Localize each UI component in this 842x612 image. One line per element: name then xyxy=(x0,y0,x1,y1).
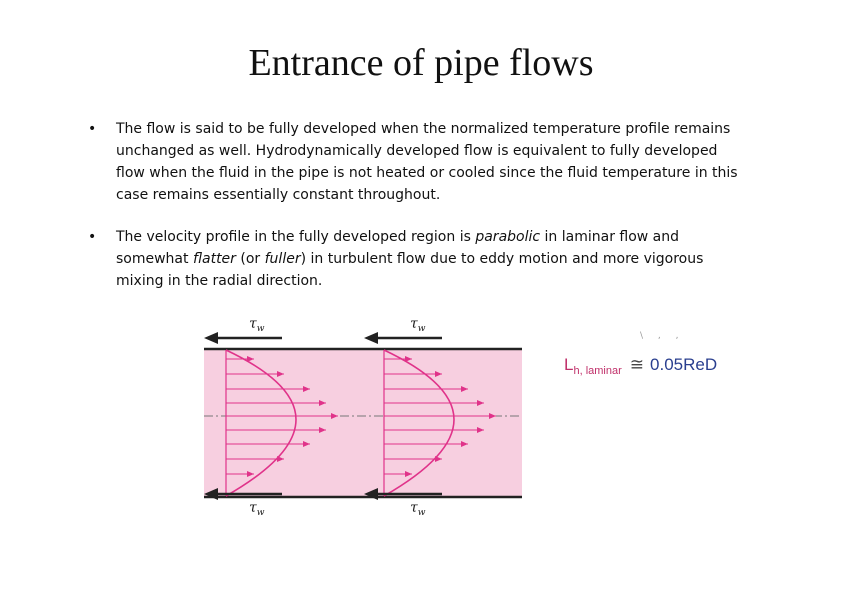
bullet-text-part: ) in turbulent flow due to eddy motion and more vigorous mixing in the radial direction. xyxy=(116,251,704,289)
formula-value: 0.05ReD xyxy=(650,355,718,374)
formula-fragment: \ , , xyxy=(640,331,685,341)
pipe-flow-diagram xyxy=(198,312,528,522)
emphasis-fuller: fuller xyxy=(264,251,301,267)
wall-shear-arrow-top-left xyxy=(204,332,282,344)
bullet-list xyxy=(88,118,748,312)
formula-symbol: L xyxy=(564,355,574,374)
formula-subscript: h, laminar xyxy=(573,365,622,377)
wall-shear-arrow-top-right xyxy=(364,332,442,344)
emphasis-parabolic: parabolic xyxy=(475,229,541,245)
shear-label-bottom-right: $\tau_w$ xyxy=(410,500,426,518)
shear-label-top-right: $\tau_w$ xyxy=(410,316,426,334)
bullet-text-part: in laminar flow and somewhat xyxy=(116,229,680,267)
bullet-marker: • xyxy=(88,121,97,137)
formula-approx: ≅ xyxy=(629,355,645,374)
emphasis-flatter: flatter xyxy=(192,251,236,267)
bullet-velocity-profile xyxy=(88,226,748,292)
entrance-length-formula xyxy=(564,355,717,375)
shear-label-top-left: $\tau_w$ xyxy=(249,316,265,334)
shear-label-bottom-left: $\tau_w$ xyxy=(249,500,265,518)
bullet-text-part: The velocity profile in the fully developed region is xyxy=(116,229,476,245)
bullet-marker: • xyxy=(88,229,97,245)
slide-title: Entrance of pipe flows xyxy=(248,42,594,84)
bullet-text-part: (or xyxy=(235,251,265,267)
bullet-text: The flow is said to be fully developed when the normalized temperature profile remains unchanged as well. Hydrodynamically developed flow is equivalent to fully developed flow when the fluid in the pipe is not heated or cooled since the fluid temperature in this case remains essentially constant throughout. xyxy=(116,121,738,203)
bullet-fully-developed xyxy=(88,118,748,206)
